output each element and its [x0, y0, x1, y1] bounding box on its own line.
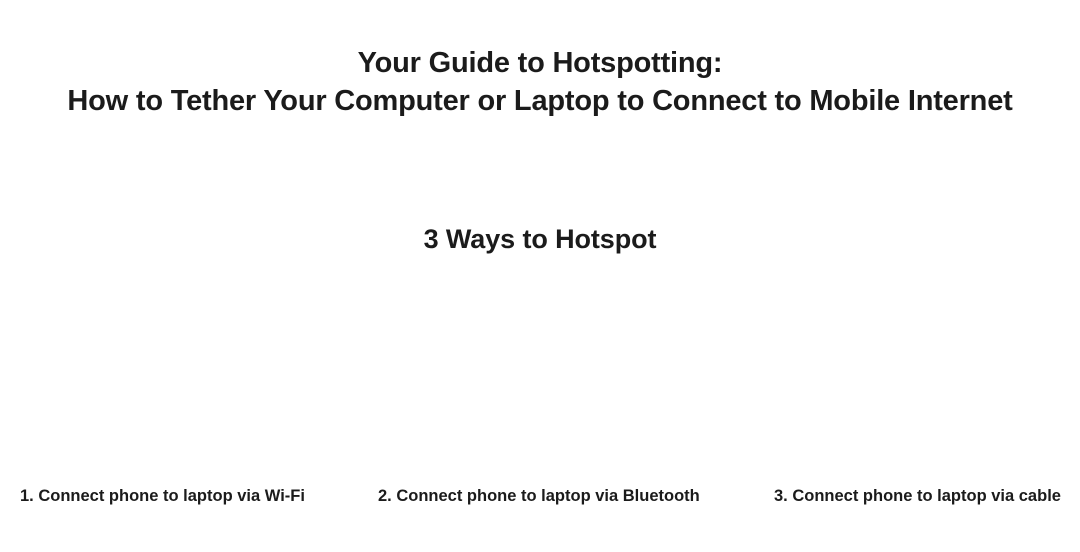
caption-item-1: 1. Connect phone to laptop via Wi-Fi [20, 487, 305, 505]
title-line-primary: Your Guide to Hotspotting: [357, 47, 723, 79]
caption-item-3: 3. Connect phone to laptop via cable [774, 487, 1061, 505]
caption-row [0, 487, 1080, 515]
section-heading: 3 Ways to Hotspot [423, 224, 657, 254]
title-line-secondary: How to Tether Your Computer or Laptop to Connect to Mobile Internet [67, 85, 1013, 117]
caption-item-2: 2. Connect phone to laptop via Bluetooth [378, 487, 700, 505]
page-title [0, 44, 1080, 120]
